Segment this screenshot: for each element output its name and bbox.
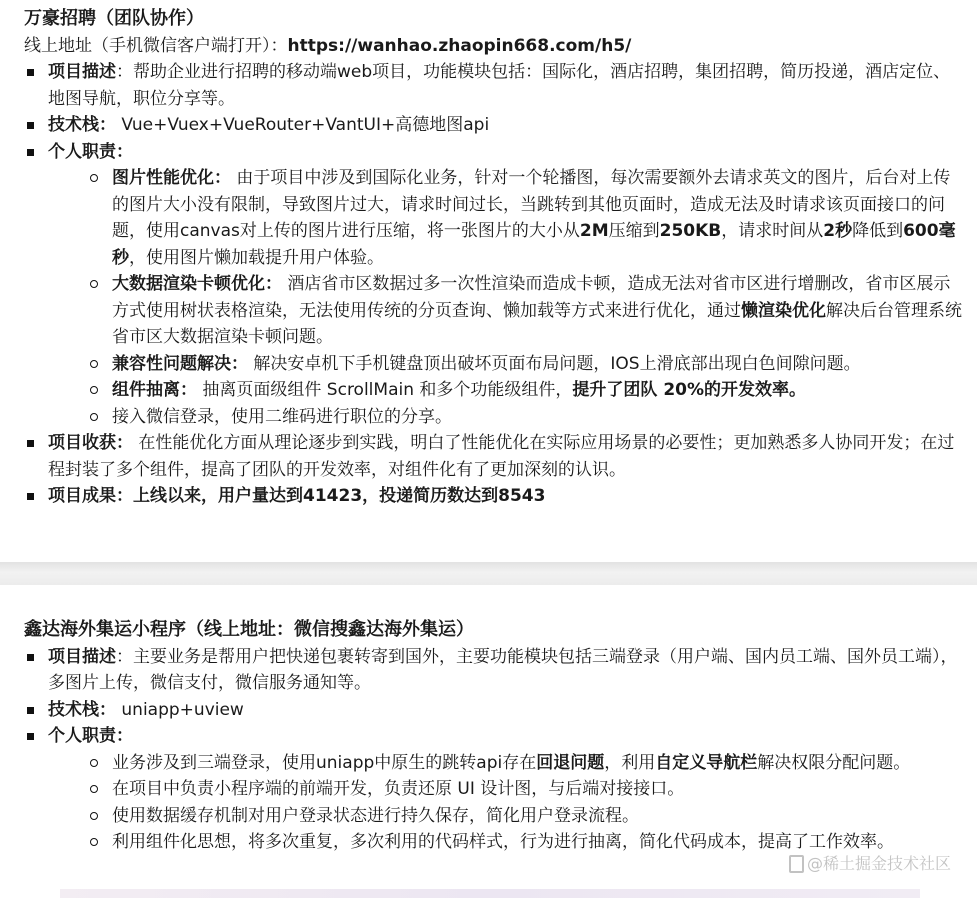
desc-label: 项目描述 [48,646,116,667]
duty-label: 个人职责： [48,141,133,162]
desc-text: ：帮助企业进行招聘的移动端web项目，功能模块包括：国际化，酒店招聘，集团招聘，简历投递，酒店定位、地图导航，职位分享等。 [48,62,951,109]
duty-item [88,271,967,351]
duty-item [88,803,967,830]
circle-bullet-icon [90,174,98,182]
project-details-list [24,59,967,510]
duty-text: 业务涉及到三端登录，使用uniapp中原生的跳转api存在 [112,752,537,773]
bottom-strip [60,889,920,898]
highlight-text: 250KB [659,221,722,241]
online-address [24,33,967,60]
project-title: 鑫达海外集运小程序（线上地址：微信搜鑫达海外集运） [24,619,474,640]
square-bullet-icon [27,493,34,500]
duty-text: 抽离页面级组件 ScrollMain 和多个功能级组件， [197,380,573,400]
highlight-text: 2M [579,221,609,241]
duty-text: 利用组件化思想，将多次重复，多次利用的代码样式，行为进行抽离，简化代码成本，提高了工作效率。 [112,832,894,852]
circle-bullet-icon [90,360,98,368]
project-title: 万豪招聘（团队协作） [24,8,204,29]
result-label: 项目成果 [48,486,116,506]
duty-text: 酒店省市区数据过多一次性渲染而造成卡顿，造成无法对省市区进行增删改，省市区展示方式使用树状表格渲染，无法使用传统的分页查询、懒加载等方式来进行优化，通过 [112,274,951,321]
duty-item [88,750,967,777]
duty-list [48,750,967,856]
square-bullet-icon [27,122,34,129]
duty-text: 在项目中负责小程序端的前端开发，负责还原 UI 设计图，与后端对接接口。 [112,779,685,799]
desc-text: ：主要业务是帮用户把快递包裹转寄到国外，主要功能模块包括三端登录（用户端、国内员工端、国外员工端），多图片上传，微信支付，微信服务通知等。 [48,646,958,693]
duty-label: 大数据渲染卡顿优化： [112,274,282,294]
list-item [24,112,967,139]
project-details-list [24,644,967,856]
stack-label: 技术栈： [48,115,116,135]
list-item [24,59,967,112]
highlight-text: 自定义导航栏 [655,752,758,773]
duty-text: ，利用 [604,752,656,773]
duty-item [88,404,967,431]
highlight-text: 600毫秒 [112,221,956,268]
square-bullet-icon [27,707,34,714]
circle-bullet-icon [90,386,98,394]
duty-list [48,165,967,430]
list-item [24,139,967,431]
duty-item [88,351,967,378]
gain-text: 在性能优化方面从理论逐步到实践，明白了性能优化在实际应用场景的必要性；更加熟悉多人协同开发；在过程封装了多个组件，提高了团队的开发效率，对组件化有了更加深刻的认识。 [48,433,955,480]
list-item [24,483,967,510]
gain-label: 项目收获： [48,433,133,453]
list-item [24,430,967,483]
stack-text: Vue+Vuex+VueRouter+VantUI+高德地图api [116,115,490,135]
circle-bullet-icon [90,838,98,846]
duty-item [88,165,967,271]
online-url[interactable]: https://wanhao.zhaopin668.com/h5/ [287,35,632,56]
circle-bullet-icon [90,413,98,421]
highlight-text: 2秒 [823,221,853,241]
duty-text: ，请求时间从 [721,221,824,241]
duty-label: 兼容性问题解决： [112,353,248,374]
square-bullet-icon [27,440,34,447]
watermark-text: @稀土掘金技术社区 [806,854,951,873]
duty-text: 解决权限分配问题。 [757,752,911,773]
square-bullet-icon [27,69,34,76]
desc-label: 项目描述 [48,62,116,82]
duty-label: 个人职责： [48,726,133,746]
stack-text: uniapp+uview [116,699,244,720]
result-text: ：上线以来，用户量达到41423，投递简历数达到8543 [116,486,546,506]
duty-text: 压缩到 [608,221,660,241]
duty-text: ，使用图片懒加载提升用户体验。 [129,247,384,268]
circle-bullet-icon [90,812,98,820]
list-item [24,644,967,697]
circle-bullet-icon [90,785,98,793]
online-address-label: 线上地址（手机微信客户端打开）： [24,35,288,56]
list-item [24,697,967,724]
duty-text: 由于项目中涉及到国际化业务，针对一个轮播图，每次需要额外去请求英文的图片，后台对上传的图片大小没有限制，导致图片过大，请求时间过长，当跳转到其他页面时，造成无法及时请求该页面接口的问题，使用canvas对上传的图片进行压缩，将一张图片的大小从 [112,168,951,241]
page-divider [0,562,977,585]
juejin-logo-icon [789,855,804,873]
circle-bullet-icon [90,759,98,767]
duty-item [88,776,967,803]
duty-item [88,377,967,404]
square-bullet-icon [27,149,34,156]
watermark [789,851,951,878]
duty-text: 解决后台管理系统省市区大数据渲染卡顿问题。 [112,300,962,347]
square-bullet-icon [27,654,34,661]
circle-bullet-icon [90,280,98,288]
highlight-text: 提升了团队 20%的开发效率。 [572,380,807,400]
highlight-text: 回退问题 [536,752,605,773]
duty-text: 解决安卓机下手机键盘顶出破坏页面布局问题，IOS上滑底部出现白色间隙问题。 [248,353,861,374]
duty-text: 使用数据缓存机制对用户登录状态进行持久保存，简化用户登录流程。 [112,805,639,826]
list-item [24,723,967,856]
highlight-text: 懒渲染优化 [741,300,826,321]
square-bullet-icon [27,733,34,740]
duty-text: 接入微信登录，使用二维码进行职位的分享。 [112,406,452,427]
duty-text: 降低到 [852,221,904,241]
duty-label: 组件抽离： [112,380,197,400]
stack-label: 技术栈： [48,699,116,720]
duty-label: 图片性能优化： [112,168,231,188]
